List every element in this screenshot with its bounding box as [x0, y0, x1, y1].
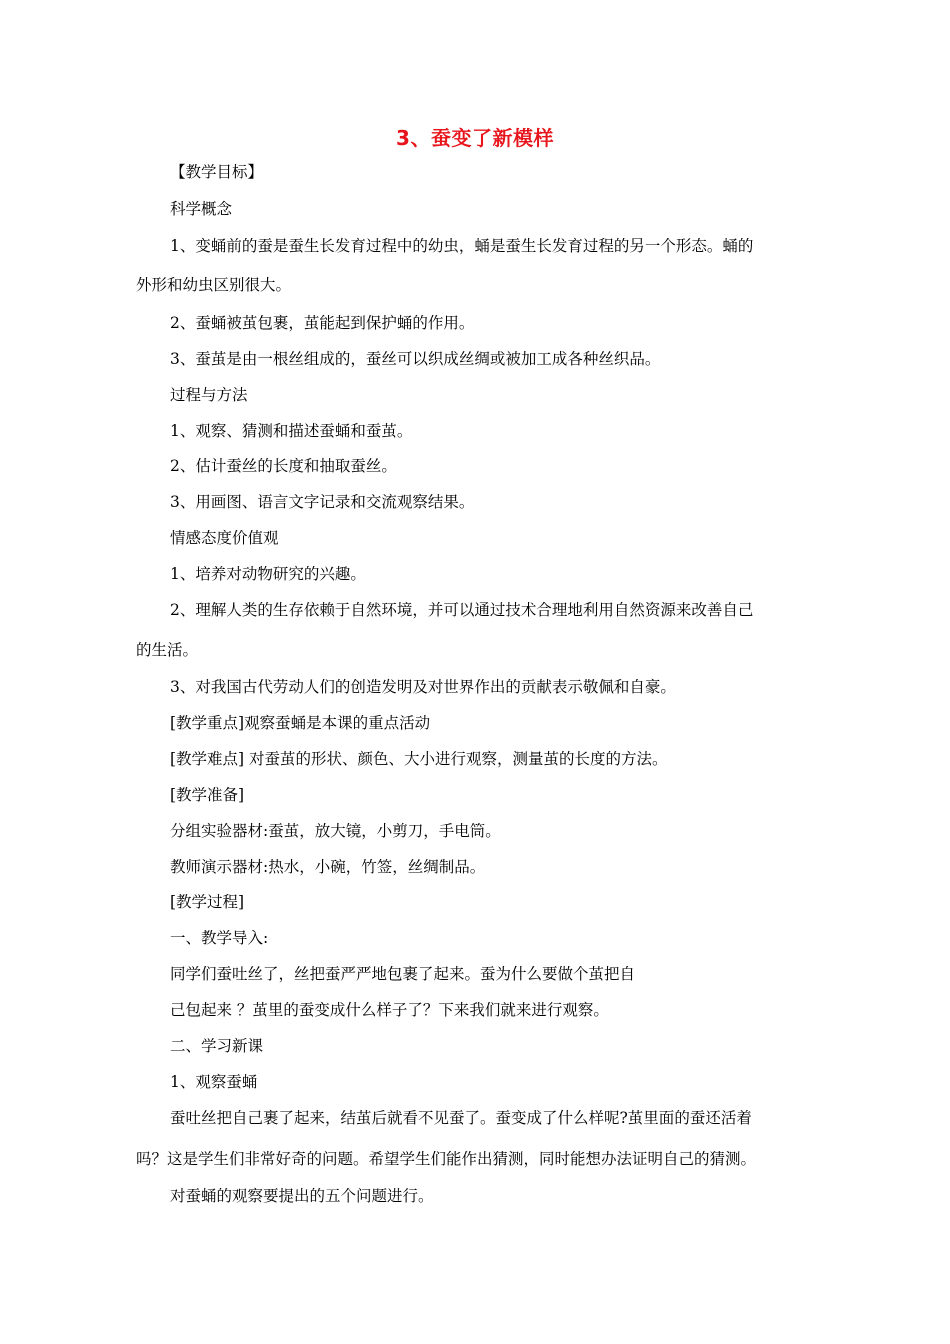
paragraph-line: 外形和幼虫区别很大。	[136, 276, 292, 294]
teaching-focus: [教学重点]观察蚕蛹是本课的重点活动	[170, 714, 431, 732]
paragraph-line: 蚕吐丝把自己裹了起来，结茧后就看不见蚕了。蚕变成了什么样呢?茧里面的蚕还活着	[170, 1109, 752, 1127]
paragraph-line: 的生活。	[136, 641, 199, 659]
subheading-attitudes-values: 情感态度价值观	[170, 529, 279, 547]
paragraph-line: 同学们蚕吐丝了，丝把蚕严严地包裹了起来。蚕为什么要做个茧把自	[170, 965, 636, 983]
section-heading-objectives: 【教学目标】	[170, 163, 264, 181]
paragraph-line: 3、用画图、语言文字记录和交流观察结果。	[170, 493, 475, 511]
section-heading-preparation: [教学准备]	[170, 786, 245, 804]
paragraph-line: 吗？这是学生们非常好奇的问题。希望学生们能作出猜测，同时能想办法证明自己的猜测。	[136, 1150, 757, 1168]
document-title: 3、蚕变了新模样	[396, 126, 554, 150]
subheading-science-concepts: 科学概念	[170, 200, 233, 218]
paragraph-line: 分组实验器材:蚕茧，放大镜，小剪刀，手电筒。	[170, 822, 501, 840]
teaching-difficulty: [教学难点] 对蚕茧的形状、颜色、大小进行观察，测量茧的长度的方法。	[170, 750, 668, 768]
section-heading-process: [教学过程]	[170, 893, 245, 911]
subheading-observe-pupa: 1、观察蚕蛹	[170, 1073, 258, 1091]
paragraph-line: 2、理解人类的生存依赖于自然环境，并可以通过技术合理地利用自然资源来改善自己	[170, 601, 754, 619]
paragraph-line: 对蚕蛹的观察要提出的五个问题进行。	[170, 1187, 434, 1205]
paragraph-line: 1、培养对动物研究的兴趣。	[170, 565, 366, 583]
paragraph-line: 2、蚕蛹被茧包裹，茧能起到保护蛹的作用。	[170, 314, 475, 332]
paragraph-line: 3、蚕茧是由一根丝组成的，蚕丝可以织成丝绸或被加工成各种丝织品。	[170, 350, 661, 368]
subheading-process-methods: 过程与方法	[170, 386, 248, 404]
paragraph-line: 教师演示器材:热水，小碗，竹签，丝绸制品。	[170, 858, 486, 876]
paragraph-line: 1、观察、猜测和描述蚕蛹和蚕茧。	[170, 422, 413, 440]
subheading-new-lesson: 二、学习新课	[170, 1037, 264, 1055]
paragraph-line: 3、对我国古代劳动人们的创造发明及对世界作出的贡献表示敬佩和自豪。	[170, 678, 676, 696]
paragraph-line: 1、变蛹前的蚕是蚕生长发育过程中的幼虫，蛹是蚕生长发育过程的另一个形态。蛹的	[170, 237, 754, 255]
subheading-introduction: 一、教学导入:	[170, 929, 269, 947]
paragraph-line: 己包起来 ？茧里的蚕变成什么样子了？下来我们就来进行观察。	[170, 1001, 609, 1019]
paragraph-line: 2、估计蚕丝的长度和抽取蚕丝。	[170, 457, 397, 475]
